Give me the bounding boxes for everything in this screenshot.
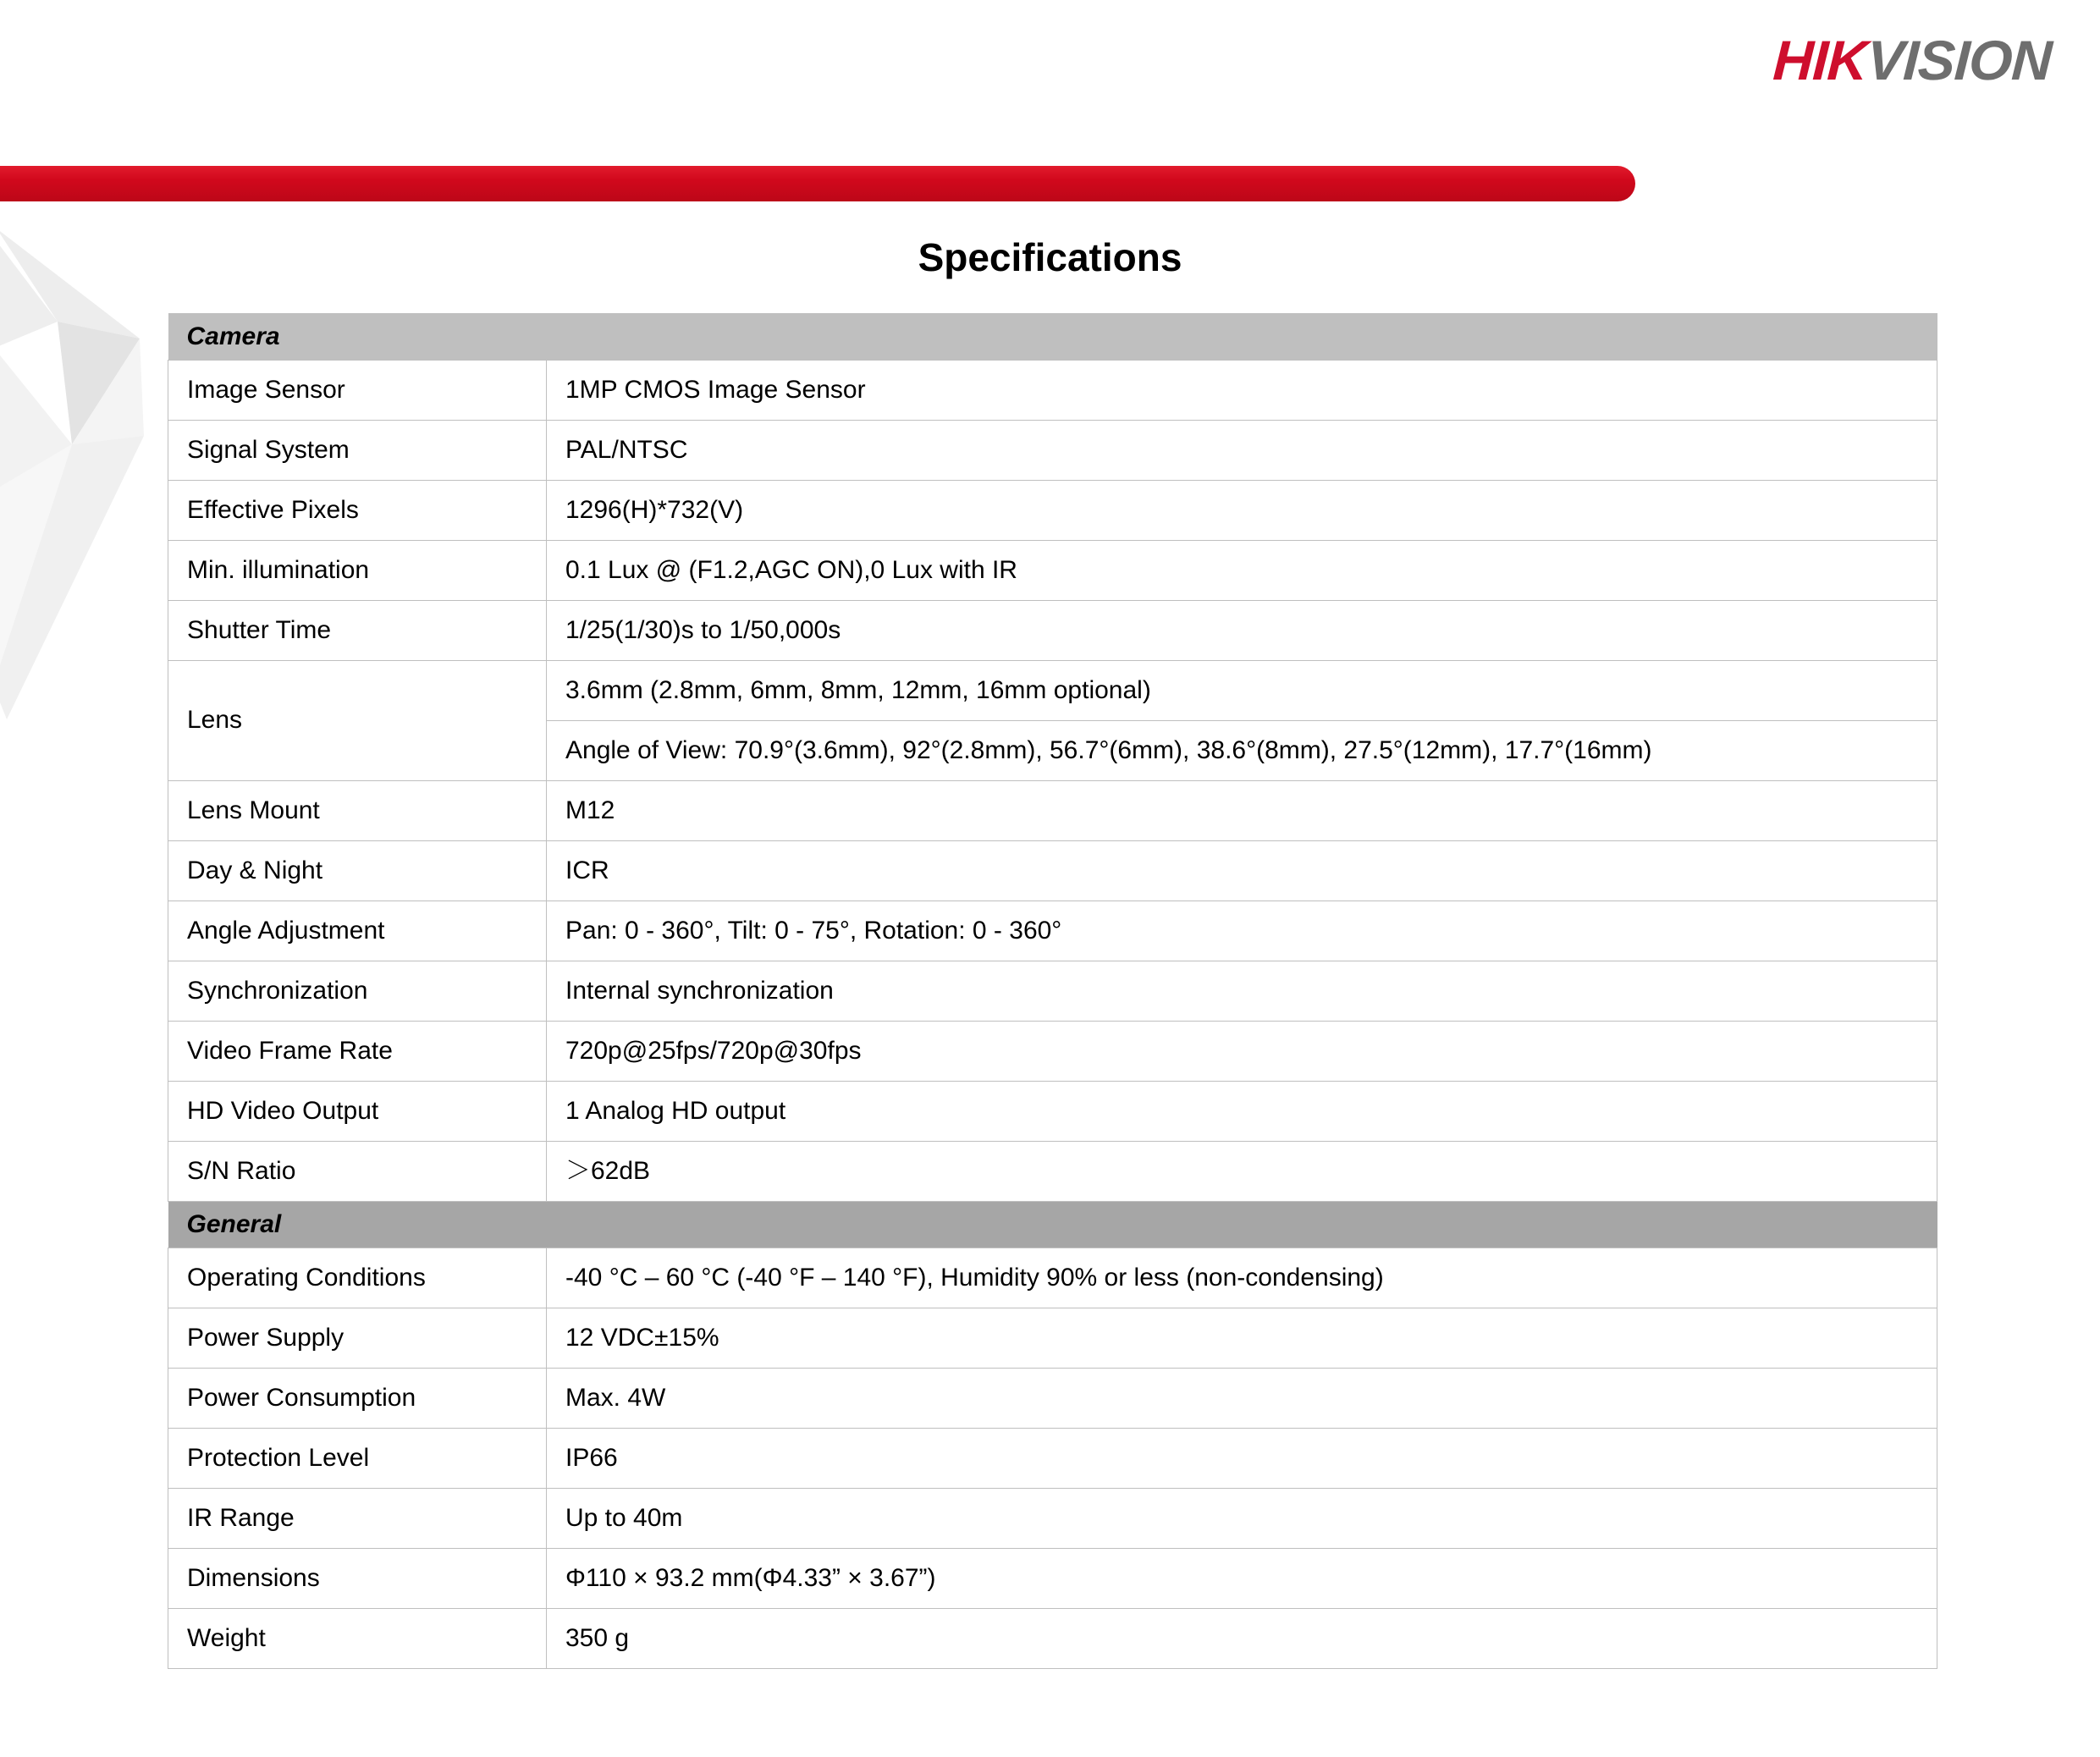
- spec-label: IR Range: [168, 1488, 547, 1548]
- specifications-table: [168, 313, 1937, 1669]
- spec-label: Signal System: [168, 420, 547, 480]
- table-row: [168, 961, 1937, 1021]
- decorative-star-watermark: [0, 212, 186, 736]
- logo-text-hik: HIK: [1771, 29, 1869, 91]
- section-header-camera-label: Camera: [168, 313, 1937, 360]
- red-header-bar: [0, 166, 1635, 201]
- table-row: [168, 1248, 1937, 1308]
- spec-value: 350 g: [547, 1608, 1937, 1668]
- spec-label: Weight: [168, 1608, 547, 1668]
- logo-text-vision: VISION: [1865, 29, 2053, 91]
- section-header-general: [168, 1201, 1937, 1248]
- spec-label: Min. illumination: [168, 540, 547, 600]
- table-row: [168, 480, 1937, 540]
- spec-value: 1 Analog HD output: [547, 1081, 1937, 1141]
- spec-value: ICR: [547, 840, 1937, 901]
- spec-label: Power Consumption: [168, 1368, 547, 1428]
- table-row: [168, 1021, 1937, 1081]
- spec-value: -40 °C – 60 °C (-40 °F – 140 °F), Humidity 90% or less (non-condensing): [547, 1248, 1937, 1308]
- spec-label: Power Supply: [168, 1308, 547, 1368]
- spec-value: IP66: [547, 1428, 1937, 1488]
- table-row-lens-first: [168, 660, 1937, 720]
- table-row: [168, 1548, 1937, 1608]
- spec-value: 1MP CMOS Image Sensor: [547, 360, 1937, 420]
- spec-label: Lens Mount: [168, 780, 547, 840]
- section-header-camera: [168, 313, 1937, 360]
- table-row: [168, 1608, 1937, 1668]
- spec-label: Angle Adjustment: [168, 901, 547, 961]
- table-row: [168, 1428, 1937, 1488]
- spec-value: ＞62dB: [547, 1141, 1937, 1201]
- spec-value: M12: [547, 780, 1937, 840]
- spec-value: Max. 4W: [547, 1368, 1937, 1428]
- specifications-table-container: [168, 313, 1937, 1669]
- spec-label: HD Video Output: [168, 1081, 547, 1141]
- table-row: [168, 1308, 1937, 1368]
- spec-value-lens-angle-of-view: Angle of View: 70.9°(3.6mm), 92°(2.8mm), 56.7°(6mm), 38.6°(8mm), 27.5°(12mm), 17.7°(16mm): [547, 720, 1937, 780]
- spec-value: 1296(H)*732(V): [547, 480, 1937, 540]
- spec-label: Operating Conditions: [168, 1248, 547, 1308]
- table-row: [168, 1141, 1937, 1201]
- hikvision-logo: [1771, 29, 2053, 91]
- table-row: [168, 1368, 1937, 1428]
- spec-value: 1/25(1/30)s to 1/50,000s: [547, 600, 1937, 660]
- page-title: Specifications: [918, 235, 1182, 279]
- spec-label: Synchronization: [168, 961, 547, 1021]
- spec-value: PAL/NTSC: [547, 420, 1937, 480]
- spec-value-lens-focal: 3.6mm (2.8mm, 6mm, 8mm, 12mm, 16mm optional): [547, 660, 1937, 720]
- table-row: [168, 360, 1937, 420]
- spec-label: Effective Pixels: [168, 480, 547, 540]
- table-row: [168, 901, 1937, 961]
- table-row: [168, 540, 1937, 600]
- spec-label-lens: Lens: [168, 660, 547, 780]
- table-row: [168, 1081, 1937, 1141]
- spec-value: 0.1 Lux @ (F1.2,AGC ON),0 Lux with IR: [547, 540, 1937, 600]
- spec-label: Shutter Time: [168, 600, 547, 660]
- spec-value: 12 VDC±15%: [547, 1308, 1937, 1368]
- table-row: [168, 1488, 1937, 1548]
- table-row: [168, 420, 1937, 480]
- table-row: [168, 600, 1937, 660]
- spec-value: Internal synchronization: [547, 961, 1937, 1021]
- spec-value: Up to 40m: [547, 1488, 1937, 1548]
- spec-value: Pan: 0 - 360°, Tilt: 0 - 75°, Rotation: 0 - 360°: [547, 901, 1937, 961]
- table-row: [168, 780, 1937, 840]
- spec-label: Day & Night: [168, 840, 547, 901]
- spec-label: Dimensions: [168, 1548, 547, 1608]
- spec-label: Image Sensor: [168, 360, 547, 420]
- table-row: [168, 840, 1937, 901]
- spec-value: Φ110 × 93.2 mm(Φ4.33” × 3.67”): [547, 1548, 1937, 1608]
- spec-label: Protection Level: [168, 1428, 547, 1488]
- spec-label: S/N Ratio: [168, 1141, 547, 1201]
- spec-label: Video Frame Rate: [168, 1021, 547, 1081]
- spec-value: 720p@25fps/720p@30fps: [547, 1021, 1937, 1081]
- section-header-general-label: General: [168, 1201, 1937, 1248]
